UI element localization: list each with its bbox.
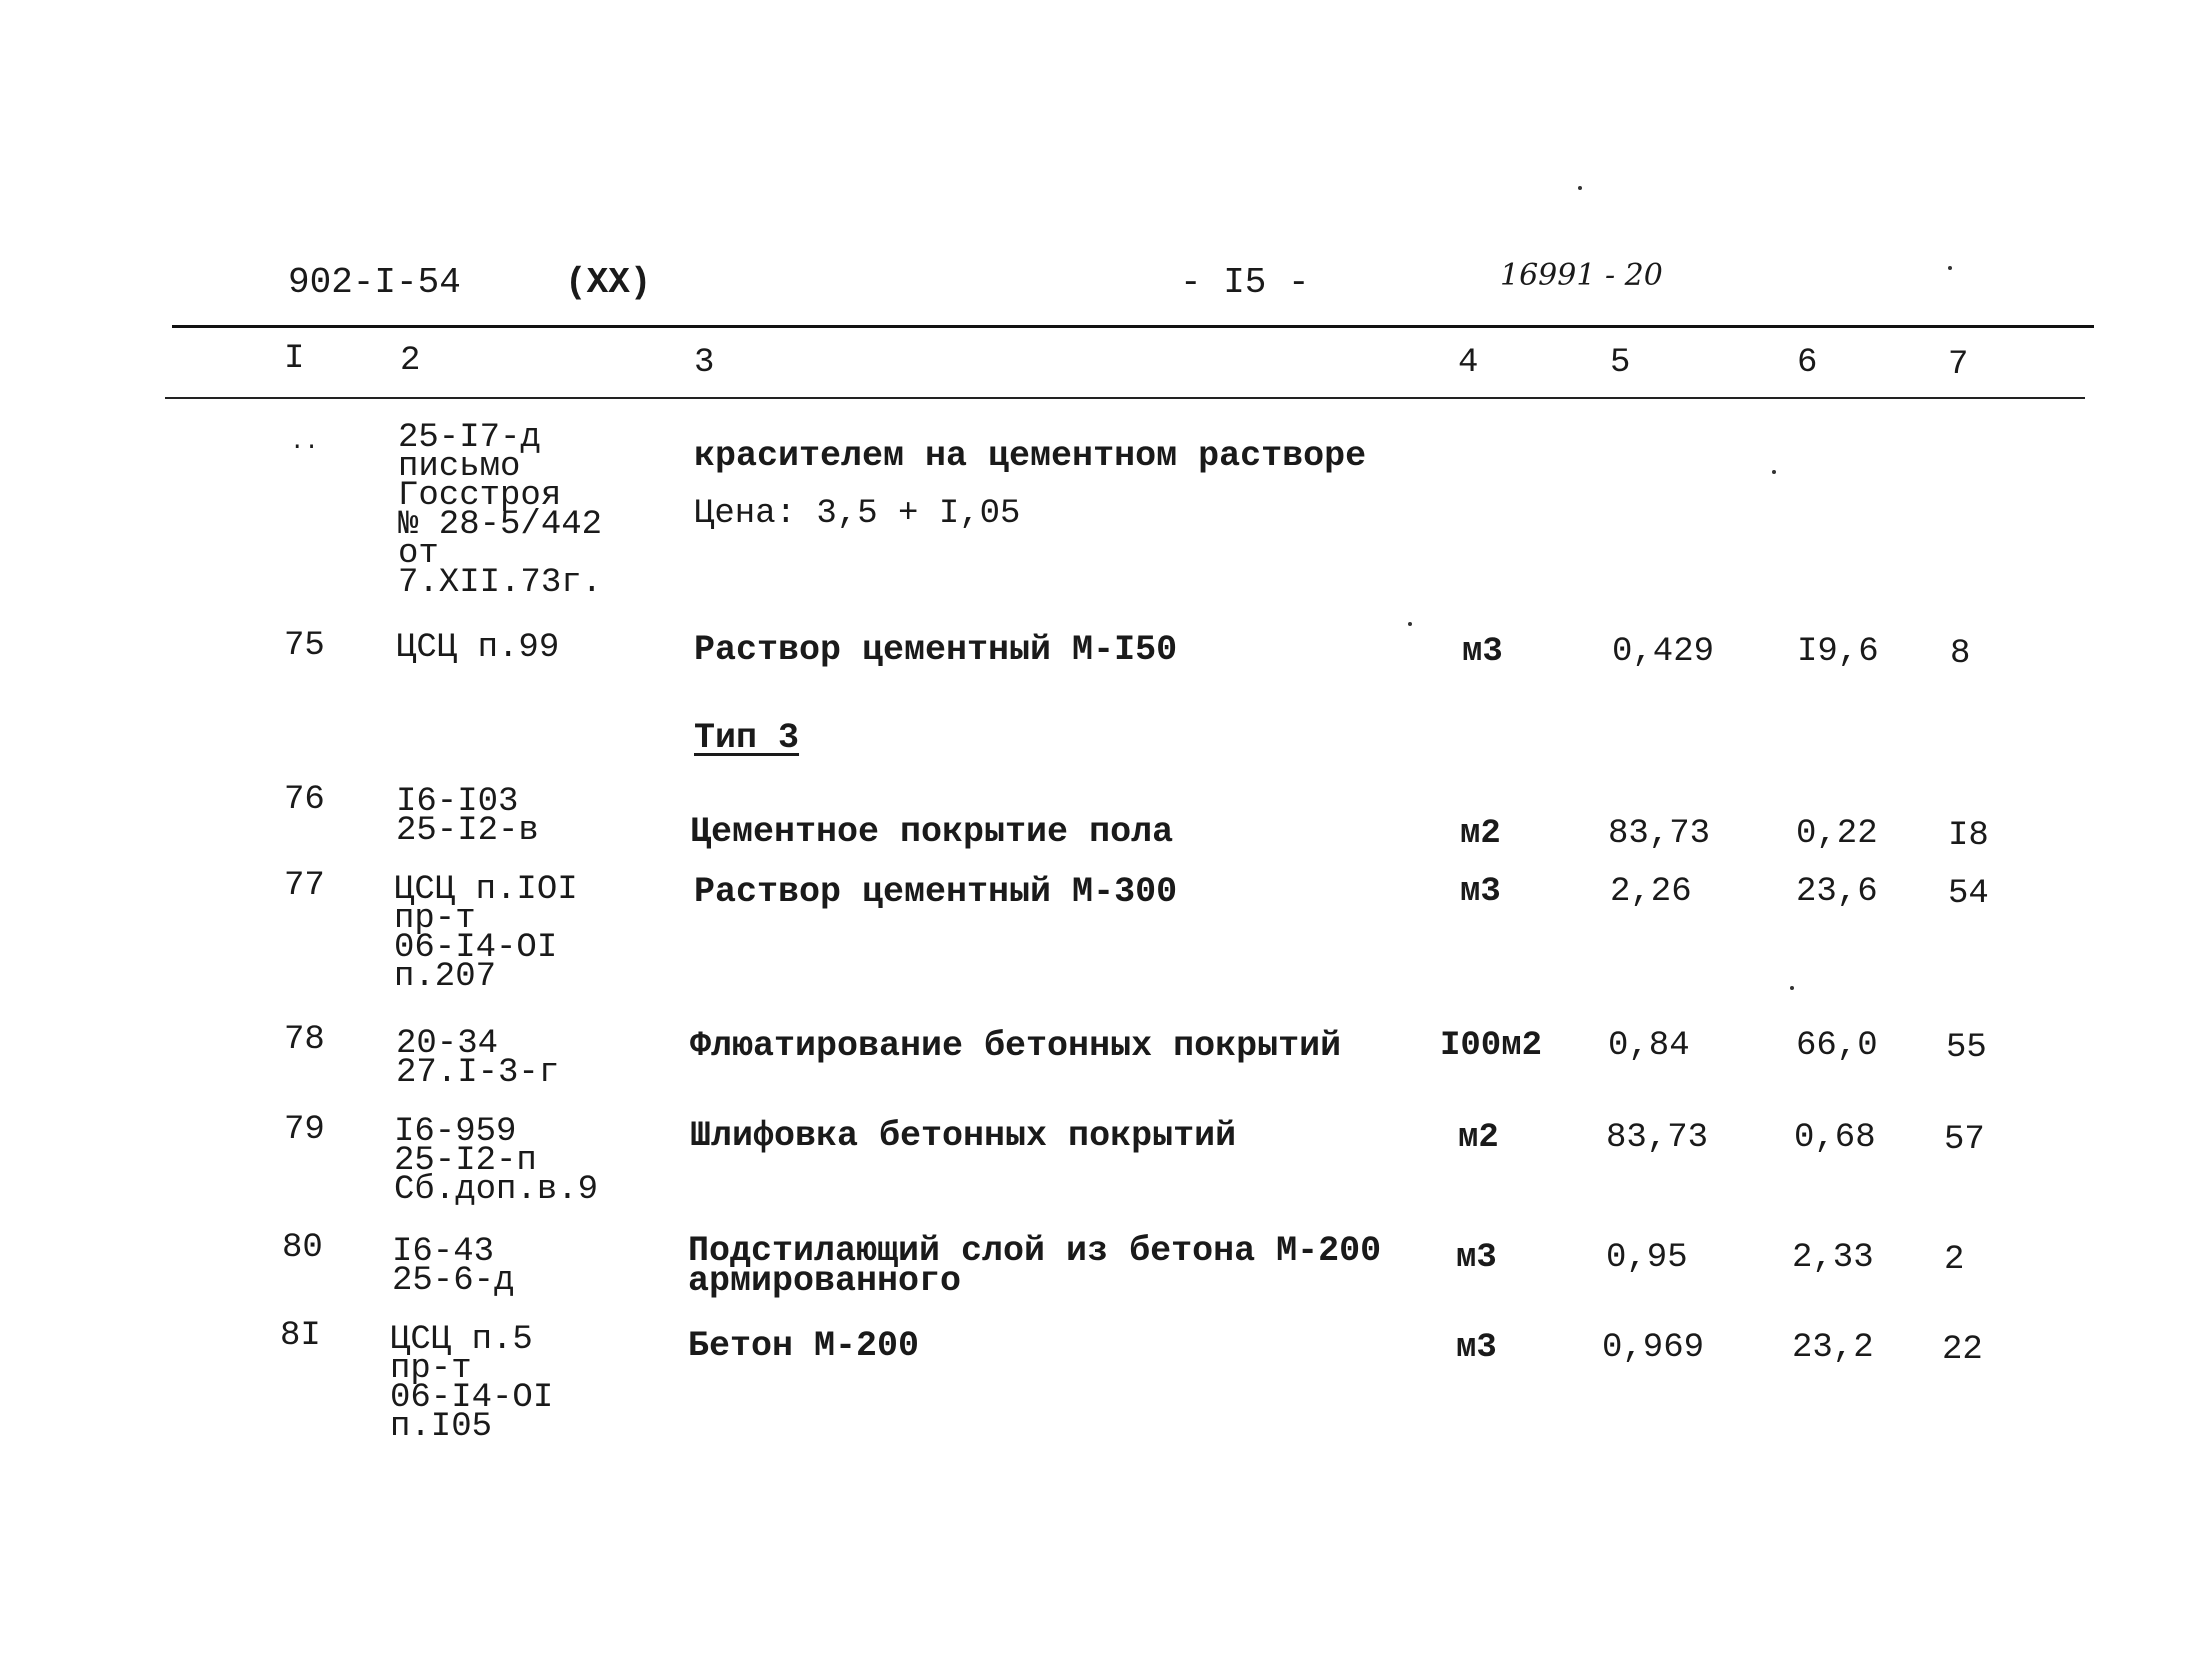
scan-speck	[1408, 622, 1412, 626]
row-total: 54	[1948, 875, 1989, 913]
row-total: 55	[1946, 1029, 1987, 1067]
document-part: (XX)	[565, 262, 652, 303]
row-number: 80	[282, 1229, 323, 1267]
row-number: 79	[284, 1111, 325, 1149]
row-description: Флюатирование бетонных покрытий	[690, 1026, 1342, 1066]
handwritten-number: 16991 - 20	[1500, 258, 1663, 293]
row-quantity: 0,84	[1608, 1027, 1690, 1065]
row-number: 75	[284, 627, 325, 665]
row-description: красителем на цементном растворе	[694, 436, 1367, 476]
row-description: Подстилающий слой из бетона М-200 армированного	[688, 1231, 1382, 1301]
row-quantity: 0,95	[1606, 1239, 1688, 1277]
scan-speck	[1772, 470, 1776, 474]
row-price: 23,2	[1792, 1329, 1874, 1367]
row-total: 57	[1944, 1121, 1985, 1159]
row-unit: м3	[1456, 1329, 1497, 1367]
row-unit: м3	[1462, 633, 1503, 671]
row-price: 23,6	[1796, 873, 1878, 911]
row-description: Раствор цементный М-300	[694, 872, 1178, 912]
row-number: 76	[284, 781, 325, 819]
row-price: I9,6	[1797, 633, 1879, 671]
row-code: ЦСЦ п.5 пр-т 06-I4-OI п.I05	[390, 1321, 554, 1446]
row-code: 20-34 27.I-3-г	[396, 1025, 560, 1092]
row-code: I6-43 25-6-д	[392, 1233, 515, 1300]
row-total: 2	[1944, 1241, 1965, 1279]
row-number: 77	[284, 867, 325, 905]
row-unit: м2	[1458, 1119, 1499, 1157]
row-number: 78	[284, 1021, 325, 1059]
column-header-3: 3	[694, 344, 715, 382]
row-price: 2,33	[1792, 1239, 1874, 1277]
table-header-rule	[165, 397, 2085, 399]
column-header-6: 6	[1797, 344, 1818, 382]
scan-speck	[1578, 186, 1582, 190]
column-header-7: 7	[1948, 346, 1969, 384]
column-header-5: 5	[1610, 344, 1631, 382]
row-description: Шлифовка бетонных покрытий	[690, 1116, 1237, 1156]
column-header-1: I	[284, 340, 305, 378]
row-price-note: Цена: 3,5 + I,05	[694, 495, 1021, 533]
row-price: 66,0	[1796, 1027, 1878, 1065]
row-unit: м3	[1456, 1239, 1497, 1277]
scan-speck	[1948, 266, 1952, 270]
row-price: 0,22	[1796, 815, 1878, 853]
row-code: 25-I7-д письмо Госстроя № 28-5/442 от 7.XII.73г.	[398, 419, 603, 602]
column-header-2: 2	[400, 342, 421, 380]
row-unit: м3	[1460, 873, 1501, 911]
row-total: 22	[1942, 1331, 1983, 1369]
row-description: Бетон М-200	[688, 1326, 920, 1366]
row-quantity: 0,429	[1612, 633, 1715, 671]
row-number: 8I	[280, 1317, 321, 1355]
row-quantity: 83,73	[1608, 815, 1711, 853]
row-code: ЦСЦ п.IOI пр-т 06-I4-OI п.207	[394, 871, 578, 996]
scan-speck	[1790, 986, 1794, 990]
row-unit: I00м2	[1440, 1027, 1543, 1065]
page-number: - I5 -	[1180, 262, 1310, 303]
row-quantity: 2,26	[1610, 873, 1692, 911]
table-top-rule	[172, 325, 2094, 328]
row-code: ЦСЦ п.99	[396, 629, 560, 667]
row-number: ..	[290, 429, 319, 456]
row-quantity: 0,969	[1602, 1329, 1705, 1367]
row-unit: м2	[1460, 815, 1501, 853]
row-description: Раствор цементный М-I50	[694, 630, 1178, 670]
section-heading: Тип 3	[694, 718, 800, 758]
row-quantity: 83,73	[1606, 1119, 1709, 1157]
row-total: I8	[1948, 817, 1989, 855]
document-code: 902-I-54	[288, 262, 461, 303]
row-code: I6-959 25-I2-п Сб.доп.в.9	[394, 1113, 599, 1209]
row-price: 0,68	[1794, 1119, 1876, 1157]
row-description: Цементное покрытие пола	[690, 812, 1174, 852]
row-total: 8	[1950, 635, 1971, 673]
row-code: I6-I03 25-I2-в	[396, 783, 539, 850]
column-header-4: 4	[1458, 344, 1479, 382]
